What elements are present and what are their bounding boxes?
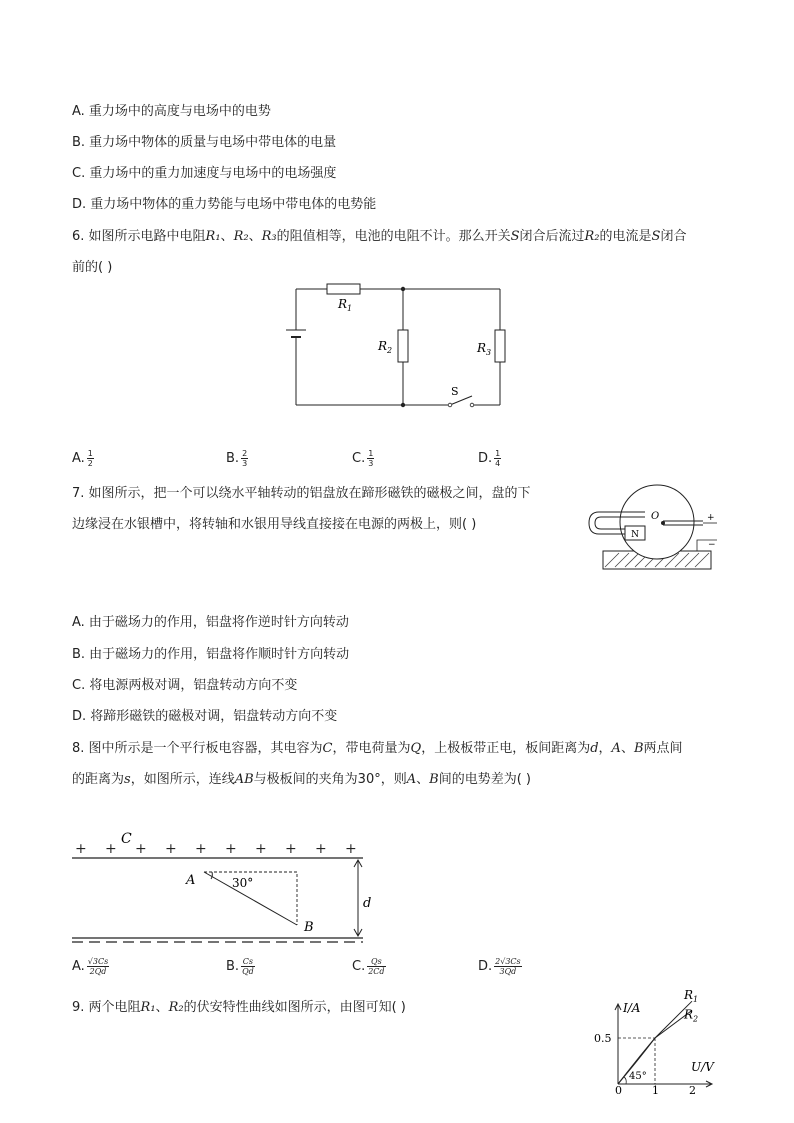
fraction-denominator: 3: [368, 459, 374, 468]
q8-stem-text: 与极板间的夹角为: [253, 772, 358, 787]
q9-r1: R₁: [140, 1000, 156, 1015]
option-letter: A.: [72, 451, 85, 466]
q9-iv-chart: [592, 988, 727, 1097]
q6-option-d: [478, 449, 501, 468]
fraction: [367, 957, 385, 976]
plus-sign: +: [255, 841, 267, 857]
minus-terminal: −: [708, 540, 716, 550]
q8-angle: 30°: [357, 772, 381, 787]
q9-stem-text: 9. 两个电阻: [72, 1000, 141, 1015]
fraction-denominator: 2: [87, 459, 93, 468]
q8-stem-text: 间的电势差为( ): [438, 772, 531, 787]
angle-annotation: 45°: [629, 1071, 647, 1082]
q6-option-a: [72, 449, 94, 468]
q8-stem-line2: [72, 771, 531, 789]
fraction: [494, 449, 501, 468]
q8-stem-line1: [72, 740, 683, 758]
q5-option-c: C. 重力场中的重力加速度与电场中的电场强度: [72, 166, 337, 181]
q6-option-b: [226, 449, 248, 468]
axle-center-label: O: [651, 511, 660, 522]
series-r1-label: $R_1$: [684, 988, 699, 1005]
q8-var-a: A: [611, 741, 621, 756]
x-tick-label: 0: [615, 1084, 622, 1097]
fraction: [241, 957, 255, 976]
q8-stem-text: 、: [620, 741, 634, 756]
fraction-numerator: 1: [368, 449, 374, 458]
fraction-numerator: √3Cs: [87, 957, 109, 966]
plus-sign: +: [345, 841, 357, 857]
q8-var-s: s: [124, 772, 131, 787]
distance-d-label: d: [363, 896, 372, 911]
q9-sep: 、: [155, 1000, 169, 1015]
q8-var-b: B: [633, 741, 644, 756]
fraction-numerator: 2√3Cs: [495, 957, 521, 966]
option-letter: C.: [352, 959, 366, 974]
label-switch: S: [451, 385, 459, 398]
q6-stem-text: 闭合后流过: [519, 229, 585, 244]
q6-stem-text: 的电流是: [599, 229, 652, 244]
x-tick-label: 2: [689, 1084, 696, 1097]
label-r2: $R_2$: [378, 339, 393, 355]
fraction: [241, 449, 248, 468]
label-r3: $R_3$: [477, 341, 492, 357]
fraction: [367, 449, 374, 468]
fraction: [494, 957, 522, 976]
q6-r3: R₃: [261, 229, 277, 244]
option-letter: D.: [478, 451, 493, 466]
q8-stem-text: 的距离为: [72, 772, 125, 787]
q7-disk-magnet-diagram: [585, 483, 725, 575]
fraction-denominator: 4: [495, 459, 501, 468]
q8-stem-text: 两点间: [643, 741, 683, 756]
q8-stem-text: ，如图所示，连线: [130, 772, 235, 787]
option-letter: B.: [226, 959, 240, 974]
q8-option-b: [226, 957, 255, 976]
q7-stem-line1: 7. 如图所示，把一个可以绕水平轴转动的铝盘放在蹄形磁铁的磁极之间，盘的下: [72, 486, 531, 501]
plus-sign: +: [75, 841, 87, 857]
fraction-denominator: Qd: [242, 967, 254, 976]
q8-stem-text: ，则: [380, 772, 407, 787]
q8-var-ab: AB: [234, 772, 254, 787]
q6-option-c: [352, 449, 374, 468]
fraction-numerator: 2: [242, 449, 248, 458]
q7-option-a: A. 由于磁场力的作用，铝盘将作逆时针方向转动: [72, 615, 349, 630]
q8-option-c: [352, 957, 386, 976]
q7-option-d: D. 将蹄形磁铁的磁极对调，铝盘转动方向不变: [72, 709, 338, 724]
plus-sign: +: [135, 841, 147, 857]
plus-sign: +: [165, 841, 177, 857]
q6-switch-s: S: [651, 229, 661, 244]
q8-var-b: B: [429, 772, 439, 787]
q9-stem: [72, 999, 406, 1017]
q8-stem-text: 、: [416, 772, 430, 787]
fraction-denominator: 2Cd: [368, 967, 385, 976]
q6-sep: 、: [220, 229, 234, 244]
q5-option-b: B. 重力场中物体的质量与电场中带电体的电量: [72, 135, 337, 150]
q6-r2: R₂: [584, 229, 600, 244]
q5-option-d: D. 重力场中物体的重力势能与电场中带电体的电势能: [72, 197, 377, 212]
y-tick-label: 0.5: [594, 1032, 612, 1045]
q7-option-c: C. 将电源两极对调，铝盘转动方向不变: [72, 678, 298, 693]
q8-var-a: A: [406, 772, 417, 787]
q8-stem-text: ，: [598, 741, 612, 756]
q7-stem-line2: 边缘浸在水银槽中，将转轴和水银用导线直接接在电源的两极上，则( ): [72, 517, 477, 532]
q8-option-a: [72, 957, 109, 976]
option-letter: A.: [72, 959, 85, 974]
magnet-pole-label: N: [631, 530, 639, 540]
q6-stem-text: 6. 如图所示电路中电阻: [72, 229, 206, 244]
fraction-denominator: 3Qd: [499, 967, 517, 976]
q8-option-d: [478, 957, 522, 976]
fraction-numerator: 1: [495, 449, 501, 458]
plus-sign: +: [225, 841, 237, 857]
fraction-denominator: 3: [242, 459, 248, 468]
q6-r2: R₂: [233, 229, 249, 244]
q6-stem-line1: [72, 228, 686, 246]
q8-stem-text: ，带电荷量为: [332, 741, 411, 756]
q6-stem-line2: 前的( ): [72, 260, 113, 275]
capacitor-label: C: [121, 831, 132, 847]
q6-stem-text: 的阻值相等，电池的电阻不计。那么开关: [276, 229, 511, 244]
q8-var-q: Q: [410, 741, 422, 756]
angle-label: 30°: [232, 876, 254, 890]
q8-stem-text: 8. 图中所示是一个平行板电容器，其电容为: [72, 741, 323, 756]
fraction: [87, 449, 94, 468]
option-letter: C.: [352, 451, 366, 466]
plus-sign: +: [285, 841, 297, 857]
q6-r1: R₁: [205, 229, 221, 244]
option-letter: D.: [478, 959, 493, 974]
q6-sep: 、: [248, 229, 262, 244]
q7-option-b: B. 由于磁场力的作用，铝盘将作顺时针方向转动: [72, 647, 350, 662]
x-tick-label: 1: [652, 1084, 659, 1097]
q6-circuit-diagram: [280, 280, 510, 416]
point-a-label: A: [186, 873, 196, 888]
fraction-numerator: Qs: [367, 957, 385, 967]
plus-terminal: +: [707, 513, 715, 523]
fraction-numerator: 1: [87, 449, 93, 458]
q6-switch-s: S: [510, 229, 520, 244]
q9-stem-text: 的伏安特性曲线如图所示，由图可知( ): [183, 1000, 406, 1015]
label-r1: $R_1$: [338, 297, 353, 313]
fraction-denominator: 2Qd: [89, 967, 107, 976]
q8-capacitor-diagram: [68, 825, 388, 950]
x-axis-label: U/V: [691, 1060, 714, 1074]
q9-r2: R₂: [168, 1000, 184, 1015]
q8-var-d: d: [590, 741, 599, 756]
q5-option-a: A. 重力场中的高度与电场中的电势: [72, 104, 271, 119]
series-r2-label: $R_2$: [684, 1007, 699, 1024]
plus-sign: +: [195, 841, 207, 857]
fraction-numerator: Cs: [242, 957, 254, 966]
y-axis-label: I/A: [623, 1001, 641, 1015]
option-letter: B.: [226, 451, 240, 466]
fraction: [87, 957, 109, 976]
plus-sign: +: [315, 841, 327, 857]
point-b-label: B: [304, 920, 314, 935]
q8-var-c: C: [322, 741, 333, 756]
q8-stem-text: ，上极板带正电，板间距离为: [421, 741, 591, 756]
plus-sign: +: [105, 841, 117, 857]
q6-stem-text: 闭合: [660, 229, 687, 244]
